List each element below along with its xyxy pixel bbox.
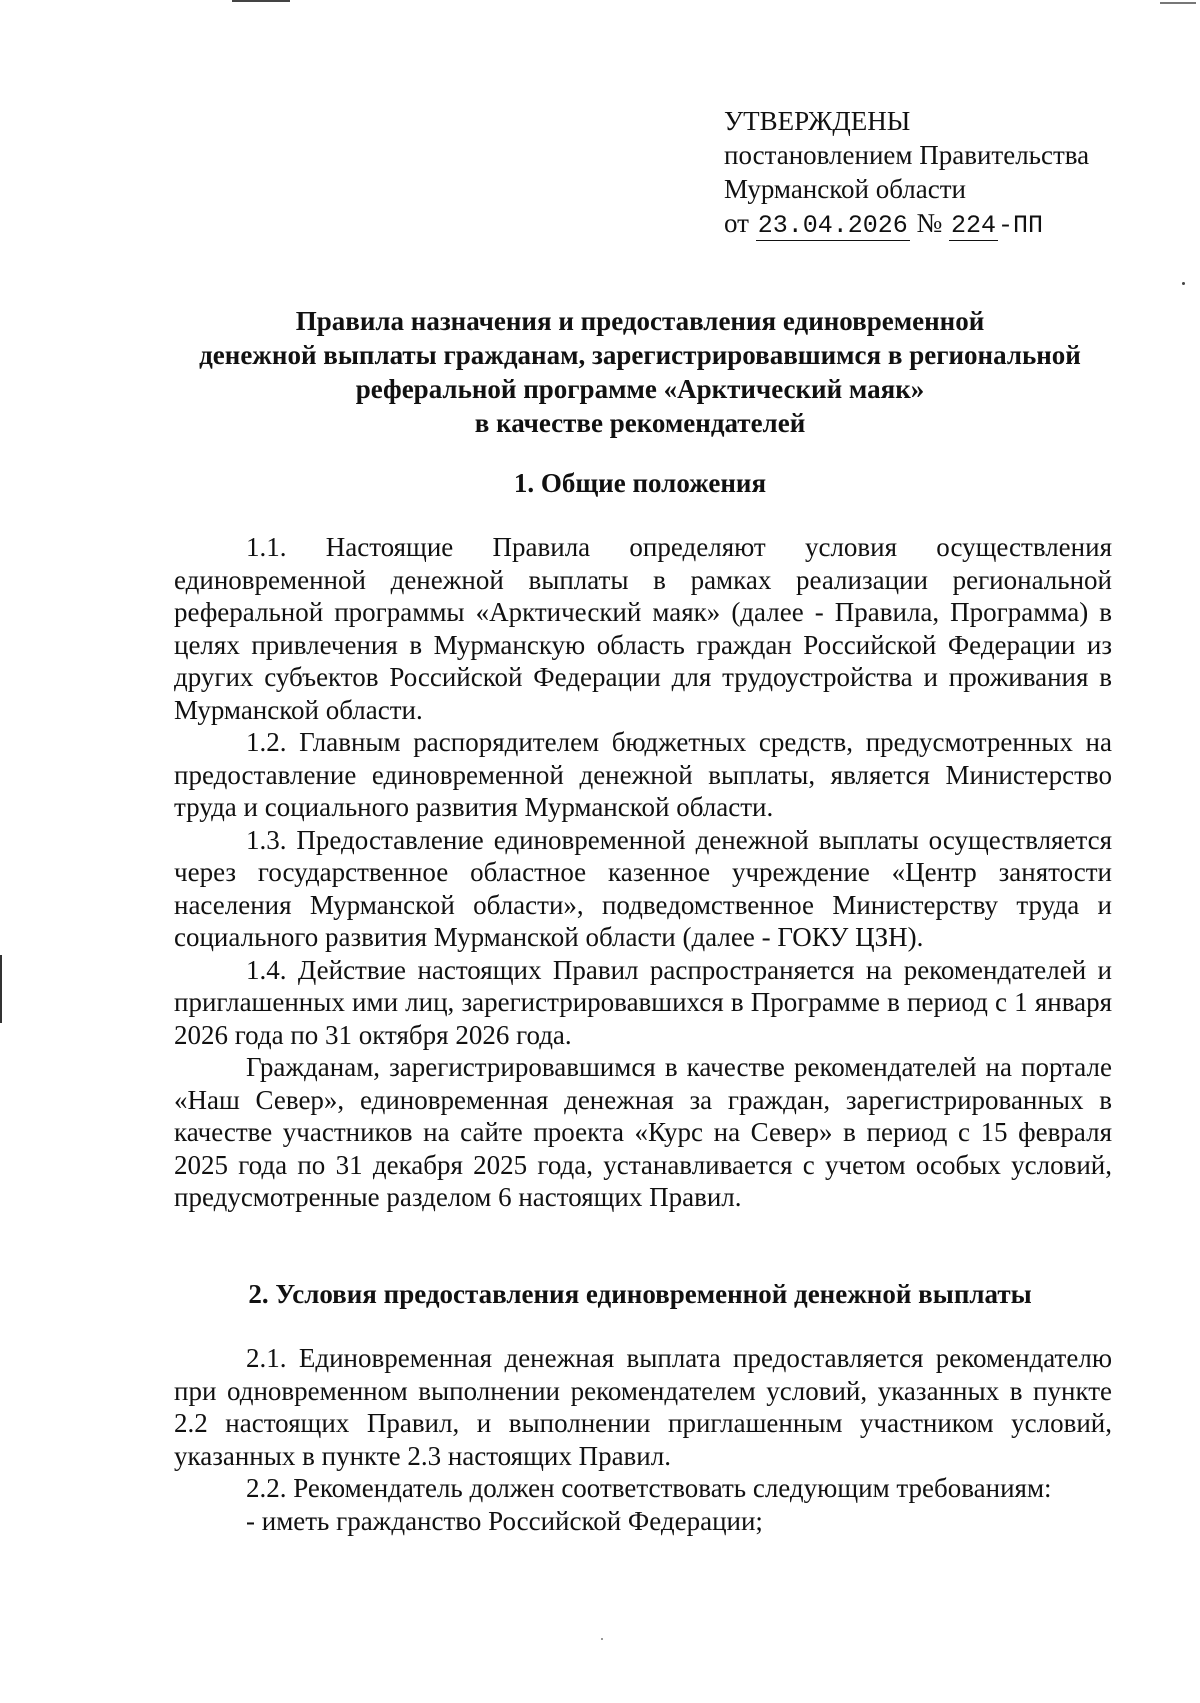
approval-line-decree: постановлением Правительства	[724, 140, 1090, 170]
paragraph-1-4: 1.4. Действие настоящих Правил распространяется на рекомендателей и приглашенных ими лиц, зарегистрировавшихся в Программе в период с 1 января 2026 года по 31 октября 2026 года.	[174, 954, 1112, 1050]
title-line-2: денежной выплаты гражданам, зарегистрировавшимся в региональной	[199, 340, 1081, 370]
paragraph-1-4-continued: Гражданам, зарегистрировавшимся в качестве рекомендателей на портале «Наш Север», единовременная денежная за граждан, зарегистрированных в качестве участников на сайте проекта «Курс на Север» в период с 15 февраля 2025 года по 31 декабря 2025 года, устанавливается с учетом особых условий, предусмотренные разделом 6 настоящих Правил.	[174, 1052, 1112, 1212]
approval-block	[724, 104, 1089, 243]
section-1-body	[174, 531, 1112, 1214]
title-line-1: Правила назначения и предоставления единовременной	[295, 306, 985, 336]
approval-number-sign: №	[916, 208, 943, 238]
approval-number: 224	[951, 211, 997, 240]
approval-line-region: Мурманской области	[724, 174, 966, 204]
approval-heading: УТВЕРЖДЕНЫ	[724, 106, 911, 136]
approval-date-prefix: от	[724, 208, 749, 238]
paragraph-2-1: 2.1. Единовременная денежная выплата предоставляется рекомендателю при одновременном выполнении рекомендателем условий, указанных в пункте 2.2 настоящих Правил, и выполнении приглашенным участником условий, указанных в пункте 2.3 настоящих Правил.	[174, 1343, 1112, 1471]
approval-date-line	[724, 206, 1089, 243]
title-line-4: в качестве рекомендателей	[474, 408, 806, 438]
list-item-citizenship: - иметь гражданство Российской Федерации;	[246, 1505, 763, 1536]
scan-mark-top-right	[1160, 2, 1196, 4]
paragraph-2-2: 2.2. Рекомендатель должен соответствовать следующим требованиям:	[246, 1473, 1052, 1503]
title-line-3: реферальной программе «Арктический маяк»	[355, 374, 925, 404]
section-1-heading: 1. Общие положения	[513, 468, 767, 498]
paragraph-1-1: 1.1. Настоящие Правила определяют условия осуществления единовременной денежной выплаты в рамках реализации региональной реферальной программы «Арктический маяк» (далее - Правила, Программа) в целях привлечения в Мурманскую область граждан Российской Федерации из других субъектов Российской Федерации для трудоустройства и проживания в Мурманской области.	[174, 532, 1112, 725]
approval-date: 23.04.2026	[757, 211, 908, 240]
scan-dot-right	[1182, 282, 1185, 285]
scan-mark-top	[232, 0, 290, 2]
document-title	[140, 304, 1140, 440]
section-2-heading: 2. Условия предоставления единовременной денежной выплаты	[248, 1279, 1032, 1309]
scan-dot-bottom	[601, 1638, 603, 1640]
scan-mark-left	[0, 955, 2, 1023]
paragraph-1-3: 1.3. Предоставление единовременной денежной выплаты осуществляется через государственное областное казенное учреждение «Центр занятости населения Мурманской области», подведомственное Министерству труда и социального развития Мурманской области (далее - ГОКУ ЦЗН).	[174, 824, 1112, 952]
approval-number-suffix: -ПП	[998, 211, 1044, 240]
section-2-body	[174, 1342, 1112, 1537]
paragraph-1-2: 1.2. Главным распорядителем бюджетных средств, предусмотренных на предоставление единовременной денежной выплаты, является Министерство труда и социального развития Мурманской области.	[174, 727, 1112, 822]
